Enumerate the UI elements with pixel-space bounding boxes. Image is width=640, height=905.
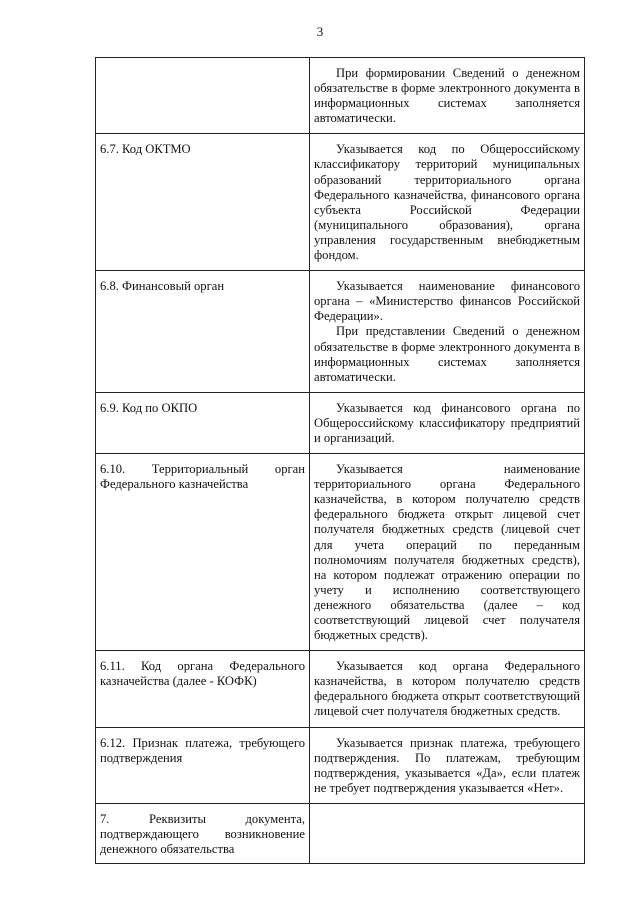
field-description-cell [310,651,585,727]
field-name-cell: 6.9. Код по ОКПО [96,392,310,453]
table-row [96,392,585,453]
field-name-cell [96,58,310,134]
table-row [96,134,585,271]
description-paragraph: Указывается код по Общероссийскому классификатору территорий муниципальных образований территориального органа Федерального казначейства, финансового органа субъекта Российской Федерации (муниципального образования), органа управления государственным внебюджетным фондом. [314,142,580,263]
field-description-cell [310,392,585,453]
description-paragraph: При представлении Сведений о денежном обязательстве в форме электронного документа в информационных системах заполняется автоматически. [314,324,580,384]
description-paragraph: Указывается наименование территориального органа Федерального казначейства, в котором получателю средств федерального бюджета открыт лицевой счет получателя бюджетных средств (лицевой счет для учета операций по переданным полномочиям получателя бюджетных средств), на котором подлежат отражению операции по учету и исполнению соответствующего денежного обязательства (далее – код соответствующий лицевой счет получателя бюджетных средств). [314,462,580,643]
table-row [96,271,585,393]
description-paragraph: При формировании Сведений о денежном обязательстве в форме электронного документа в информационных системах заполняется автоматически. [314,66,580,126]
description-paragraph: Указывается код органа Федерального казначейства, в котором получателю средств федерального бюджета открыт соответствующий лицевой счет получателя бюджетных средств. [314,659,580,719]
field-description-cell [310,454,585,651]
field-name-cell: 7. Реквизиты документа, подтверждающего возникновение денежного обязательства [96,803,310,863]
field-name-cell: 6.11. Код органа Федерального казначейства (далее - КОФК) [96,651,310,727]
table-row [96,58,585,134]
field-description-cell [310,271,585,393]
field-description-cell [310,58,585,134]
description-paragraph: Указывается наименование финансового органа – «Министерство финансов Российской Федерации». [314,279,580,324]
description-paragraph: Указывается признак платежа, требующего подтверждения. По платежам, требующим подтверждения, указывается «Да», если платеж не требует подтверждения указывается «Нет». [314,735,580,795]
table-row [96,727,585,803]
field-name-cell: 6.12. Признак платежа, требующего подтверждения [96,727,310,803]
page-number: 3 [316,24,324,39]
field-name-cell: 6.8. Финансовый орган [96,271,310,393]
field-description-cell [310,803,585,863]
requisites-table [95,57,585,864]
field-description-cell [310,134,585,271]
table-row [96,454,585,651]
field-name-cell: 6.10. Территориальный орган Федерального казначейства [96,454,310,651]
table-row [96,803,585,863]
table-row [96,651,585,727]
field-name-cell: 6.7. Код ОКТМО [96,134,310,271]
field-description-cell [310,727,585,803]
description-paragraph: Указывается код финансового органа по Общероссийскому классификатору предприятий и организаций. [314,400,580,445]
